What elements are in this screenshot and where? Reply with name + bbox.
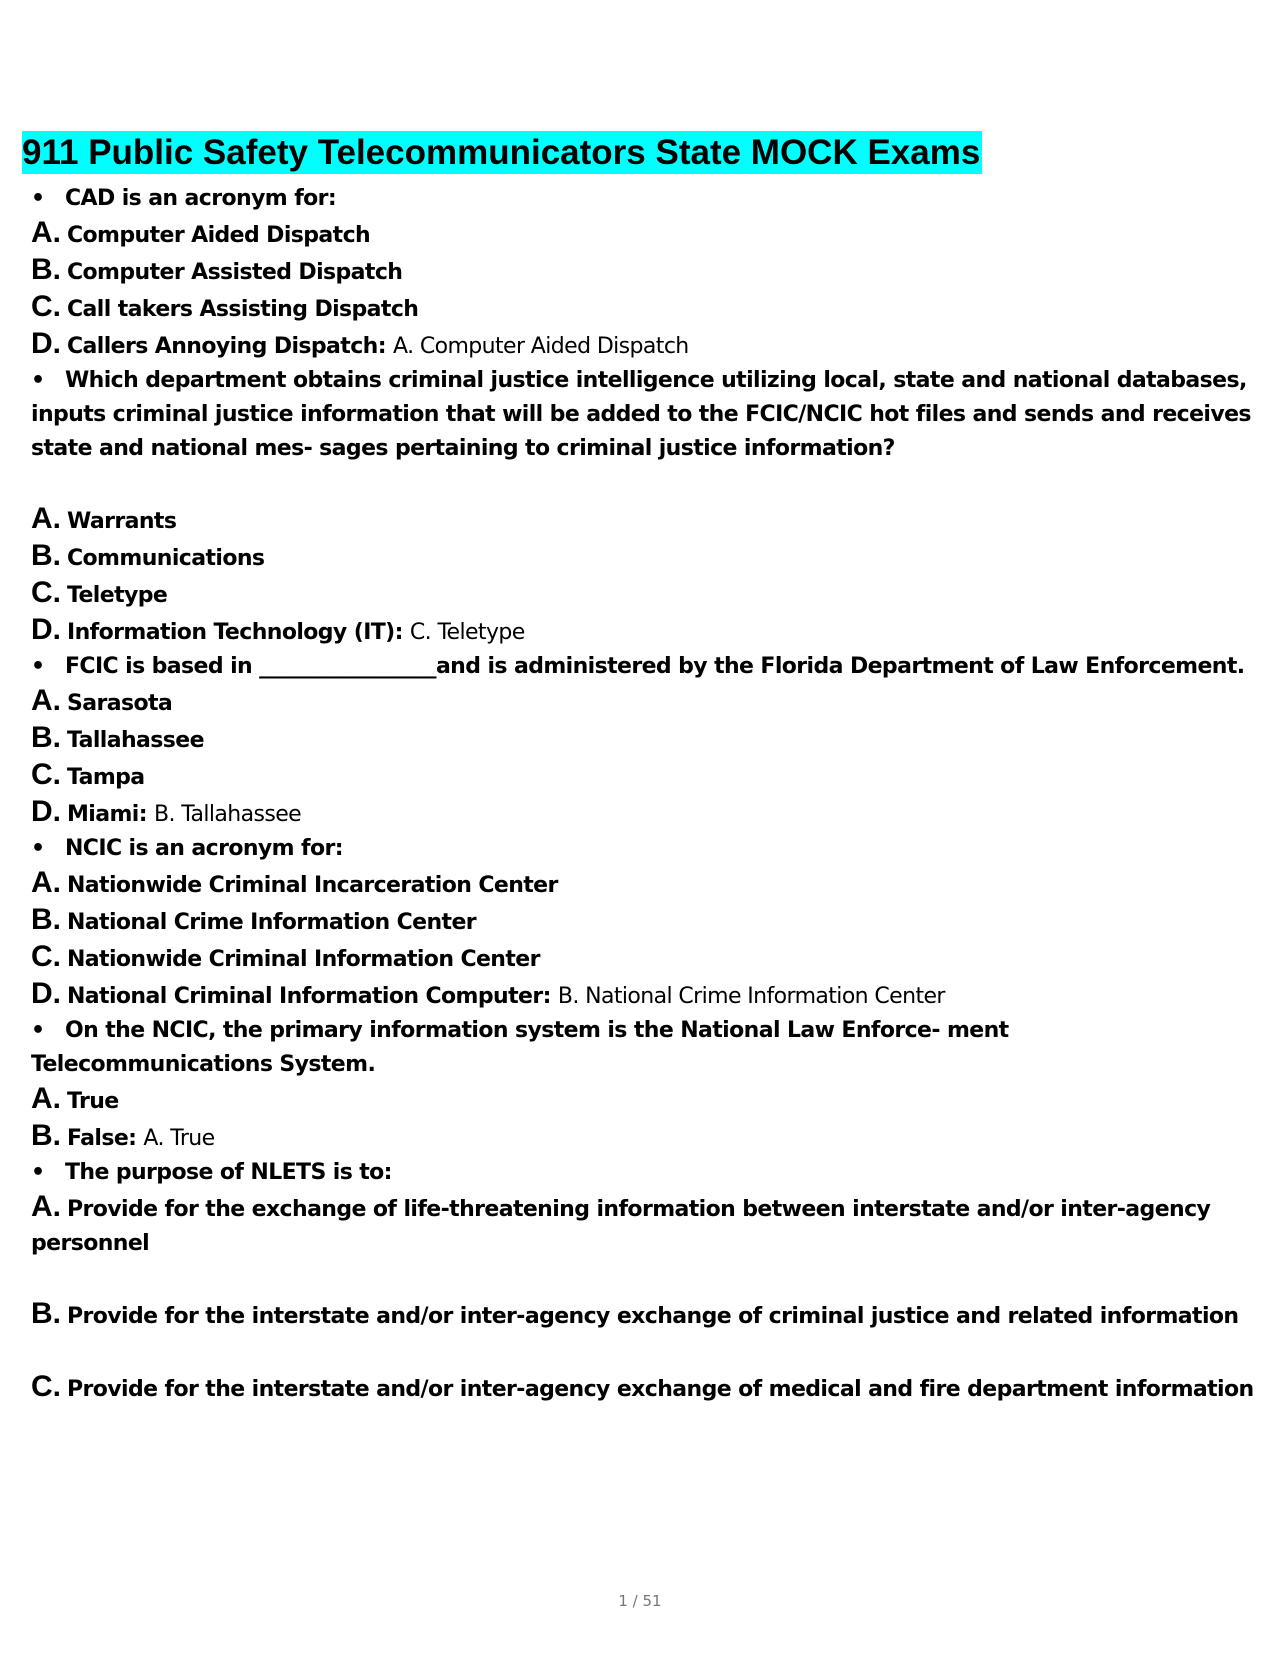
option-b: B. Provide for the interstate and/or inter-agency exchange of criminal justice and related information bbox=[31, 1297, 1239, 1330]
option-a: A. Provide for the exchange of life-threatening information between interstate and/or inter-agency personnel bbox=[31, 1190, 1211, 1256]
bullet-icon: • bbox=[31, 1160, 45, 1185]
option-b: B. Communications bbox=[31, 539, 265, 572]
bullet-icon: • bbox=[31, 186, 45, 211]
spacer bbox=[31, 466, 1256, 502]
option-a: A. Computer Aided Dispatch bbox=[31, 216, 371, 249]
option-a: A. True bbox=[31, 1082, 119, 1115]
option-a: A. Warrants bbox=[31, 502, 177, 535]
option-d: D. Information Technology (IT): C. Teletype bbox=[31, 613, 525, 646]
option-a: A. Nationwide Criminal Incarceration Center bbox=[31, 866, 558, 899]
option-c: C. Call takers Assisting Dispatch bbox=[31, 290, 419, 323]
option-c: C. Provide for the interstate and/or inter-agency exchange of medical and fire department information bbox=[31, 1370, 1254, 1403]
bullet-icon: • bbox=[31, 1018, 45, 1043]
question-4 bbox=[31, 832, 1256, 866]
option-c: C. Tampa bbox=[31, 758, 145, 791]
question-6 bbox=[31, 1156, 1256, 1190]
option-d: D. National Criminal Information Computer: B. National Crime Information Center bbox=[31, 977, 945, 1010]
question-text: FCIC is based in _________________and is administered by the Florida Department of Law Enforcement. bbox=[65, 654, 1245, 679]
question-list bbox=[31, 182, 1256, 1407]
question-text: CAD is an acronym for: bbox=[65, 186, 337, 211]
answer-text: B. Tallahassee bbox=[154, 802, 302, 827]
option-b: B. Tallahassee bbox=[31, 721, 204, 754]
answer-text: C. Teletype bbox=[409, 620, 525, 645]
answer-text: A. True bbox=[143, 1126, 215, 1151]
question-text: The purpose of NLETS is to: bbox=[65, 1160, 392, 1185]
question-text: NCIC is an acronym for: bbox=[65, 836, 343, 861]
option-b: B. National Crime Information Center bbox=[31, 903, 477, 936]
option-b: B. False: A. True bbox=[31, 1119, 215, 1152]
question-text: On the NCIC, the primary information system is the National Law Enforce- ment Telecommunications System. bbox=[31, 1018, 1009, 1077]
option-d: D. Callers Annoying Dispatch: A. Computer Aided Dispatch bbox=[31, 327, 689, 360]
question-text: Which department obtains criminal justice intelligence utilizing local, state and national databases, inputs criminal justice information that will be added to the FCIC/NCIC hot files and sends and receives state and national mes- sages pertaining to criminal justice information? bbox=[31, 368, 1251, 461]
option-a: A. Sarasota bbox=[31, 684, 173, 717]
question-1 bbox=[31, 182, 1256, 216]
bullet-icon: • bbox=[31, 836, 45, 861]
bullet-icon: • bbox=[31, 368, 45, 393]
question-3 bbox=[31, 650, 1256, 684]
page-number: 1 / 51 bbox=[618, 1592, 662, 1610]
option-b: B. Computer Assisted Dispatch bbox=[31, 253, 403, 286]
page-title: 911 Public Safety Telecommunicators State MOCK Exams bbox=[22, 133, 981, 172]
answer-text: B. National Crime Information Center bbox=[557, 984, 945, 1009]
spacer bbox=[31, 1334, 1256, 1370]
option-d: D. Miami: B. Tallahassee bbox=[31, 795, 302, 828]
question-5 bbox=[31, 1014, 1256, 1082]
question-2 bbox=[31, 364, 1256, 466]
option-c: C. Nationwide Criminal Information Center bbox=[31, 940, 540, 973]
option-c: C. Teletype bbox=[31, 576, 168, 609]
answer-text: A. Computer Aided Dispatch bbox=[393, 334, 689, 359]
bullet-icon: • bbox=[31, 654, 45, 679]
spacer bbox=[31, 1261, 1256, 1297]
